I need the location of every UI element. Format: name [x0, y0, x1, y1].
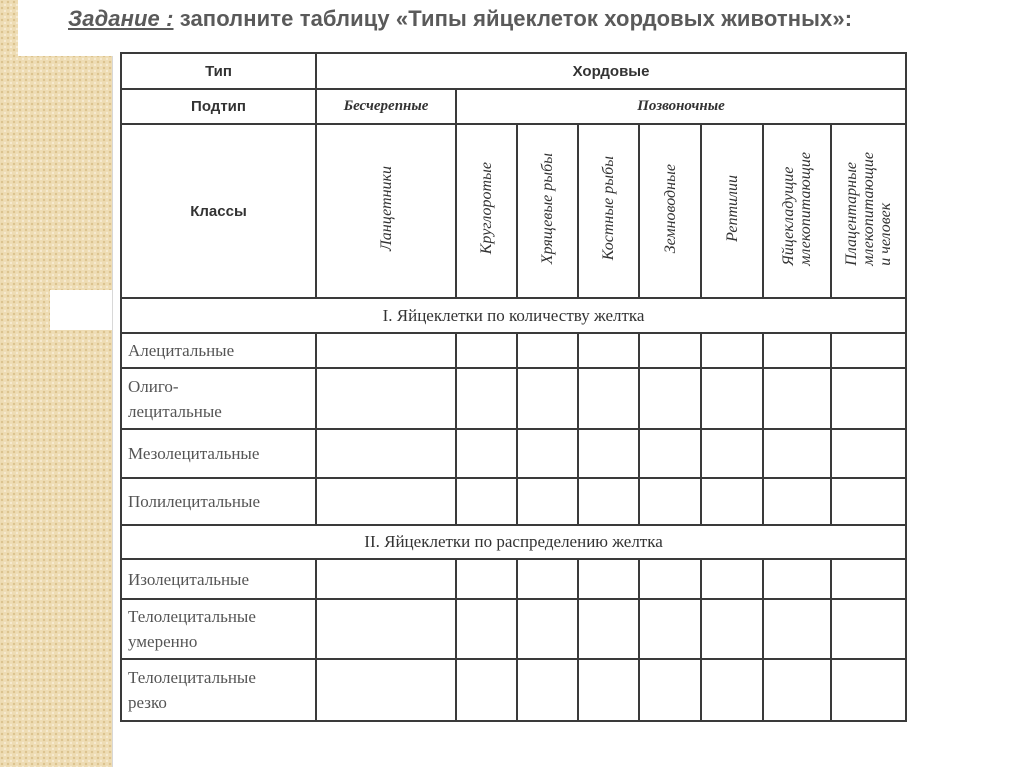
class-header-text: Плацентарные млекопитающие и человек	[843, 151, 895, 266]
answer-cell[interactable]	[763, 478, 831, 525]
page-title	[68, 6, 1008, 32]
table-row	[121, 333, 906, 368]
task-label: Задание :	[68, 6, 174, 31]
subtype-row	[121, 89, 906, 124]
answer-cell[interactable]	[578, 599, 639, 659]
answer-cell[interactable]	[316, 478, 456, 525]
answer-cell[interactable]	[517, 333, 578, 368]
class-header-text: Рептилии	[723, 175, 741, 242]
answer-cell[interactable]	[639, 368, 701, 429]
answer-cell[interactable]	[578, 478, 639, 525]
answer-cell[interactable]	[456, 559, 517, 599]
class-header-cell	[701, 124, 763, 298]
type-value-cell: Хордовые	[316, 53, 906, 89]
answer-cell[interactable]	[763, 368, 831, 429]
table-row	[121, 429, 906, 478]
type-row	[121, 53, 906, 89]
answer-cell[interactable]	[639, 599, 701, 659]
answer-cell[interactable]	[701, 478, 763, 525]
answer-cell[interactable]	[701, 368, 763, 429]
section-title: II. Яйцеклетки по распределению желтка	[121, 525, 906, 559]
answer-cell[interactable]	[456, 599, 517, 659]
divider-line	[112, 56, 113, 767]
subtype-cell-vertebrata: Позвоночные	[456, 89, 906, 124]
table-row	[121, 478, 906, 525]
answer-cell[interactable]	[517, 599, 578, 659]
class-header-text: Костные рыбы	[600, 156, 617, 261]
answer-cell[interactable]	[578, 333, 639, 368]
answer-cell[interactable]	[316, 659, 456, 721]
answer-cell[interactable]	[316, 333, 456, 368]
answer-cell[interactable]	[456, 659, 517, 721]
answer-cell[interactable]	[763, 333, 831, 368]
answer-cell[interactable]	[639, 659, 701, 721]
answer-cell[interactable]	[316, 429, 456, 478]
answer-cell[interactable]	[639, 333, 701, 368]
answer-cell[interactable]	[701, 429, 763, 478]
decorative-white-block	[50, 290, 114, 330]
answer-cell[interactable]	[831, 333, 906, 368]
answer-cell[interactable]	[763, 659, 831, 721]
answer-cell[interactable]	[316, 368, 456, 429]
class-header-cell	[456, 124, 517, 298]
classes-label-cell: Классы	[121, 124, 316, 298]
answer-cell[interactable]	[831, 599, 906, 659]
eggs-table	[120, 52, 907, 722]
answer-cell[interactable]	[763, 559, 831, 599]
answer-cell[interactable]	[578, 559, 639, 599]
answer-cell[interactable]	[517, 559, 578, 599]
answer-cell[interactable]	[578, 659, 639, 721]
classes-row	[121, 124, 906, 298]
answer-cell[interactable]	[578, 368, 639, 429]
answer-cell[interactable]	[316, 559, 456, 599]
answer-cell[interactable]	[831, 368, 906, 429]
row-label: Телолецитальные резко	[121, 659, 316, 721]
section-header-row	[121, 298, 906, 333]
type-label-cell: Тип	[121, 53, 316, 89]
answer-cell[interactable]	[456, 478, 517, 525]
answer-cell[interactable]	[456, 429, 517, 478]
answer-cell[interactable]	[831, 559, 906, 599]
answer-cell[interactable]	[831, 478, 906, 525]
task-text: заполните таблицу «Типы яйцеклеток хордовых животных»:	[173, 6, 853, 31]
class-header-cell	[316, 124, 456, 298]
subtype-cell-acrania: Бесчерепные	[316, 89, 456, 124]
answer-cell[interactable]	[517, 478, 578, 525]
row-label: Мезолецитальные	[121, 429, 316, 478]
answer-cell[interactable]	[456, 333, 517, 368]
class-header-text: Хрящевые рыбы	[539, 152, 556, 265]
class-header-text: Ланцетники	[377, 165, 395, 252]
class-header-cell	[831, 124, 906, 298]
answer-cell[interactable]	[639, 559, 701, 599]
class-header-cell	[578, 124, 639, 298]
answer-cell[interactable]	[517, 368, 578, 429]
answer-cell[interactable]	[701, 599, 763, 659]
section-title: I. Яйцеклетки по количеству желтка	[121, 298, 906, 333]
row-label: Изолецитальные	[121, 559, 316, 599]
class-header-cell	[517, 124, 578, 298]
answer-cell[interactable]	[517, 429, 578, 478]
table-row	[121, 368, 906, 429]
table-row	[121, 559, 906, 599]
row-label: Полилецитальные	[121, 478, 316, 525]
answer-cell[interactable]	[763, 599, 831, 659]
row-label: Олиго- лецитальные	[121, 368, 316, 429]
class-header-text: Круглоротые	[478, 162, 495, 255]
answer-cell[interactable]	[456, 368, 517, 429]
row-label: Алецитальные	[121, 333, 316, 368]
answer-cell[interactable]	[639, 478, 701, 525]
answer-cell[interactable]	[316, 599, 456, 659]
answer-cell[interactable]	[639, 429, 701, 478]
eggs-table-container	[120, 52, 905, 720]
answer-cell[interactable]	[831, 429, 906, 478]
row-label: Телолецитальные умеренно	[121, 599, 316, 659]
class-header-text: Яйцекладущие млекопитающие	[780, 151, 814, 266]
answer-cell[interactable]	[701, 659, 763, 721]
section-header-row	[121, 525, 906, 559]
class-header-cell	[763, 124, 831, 298]
decorative-pattern-strip	[0, 0, 112, 767]
subtype-label-cell: Подтип	[121, 89, 316, 124]
answer-cell[interactable]	[701, 333, 763, 368]
table-row	[121, 599, 906, 659]
answer-cell[interactable]	[578, 429, 639, 478]
class-header-cell	[639, 124, 701, 298]
table-row	[121, 659, 906, 721]
answer-cell[interactable]	[763, 429, 831, 478]
answer-cell[interactable]	[831, 659, 906, 721]
answer-cell[interactable]	[517, 659, 578, 721]
class-header-text: Земноводные	[661, 163, 679, 254]
answer-cell[interactable]	[701, 559, 763, 599]
